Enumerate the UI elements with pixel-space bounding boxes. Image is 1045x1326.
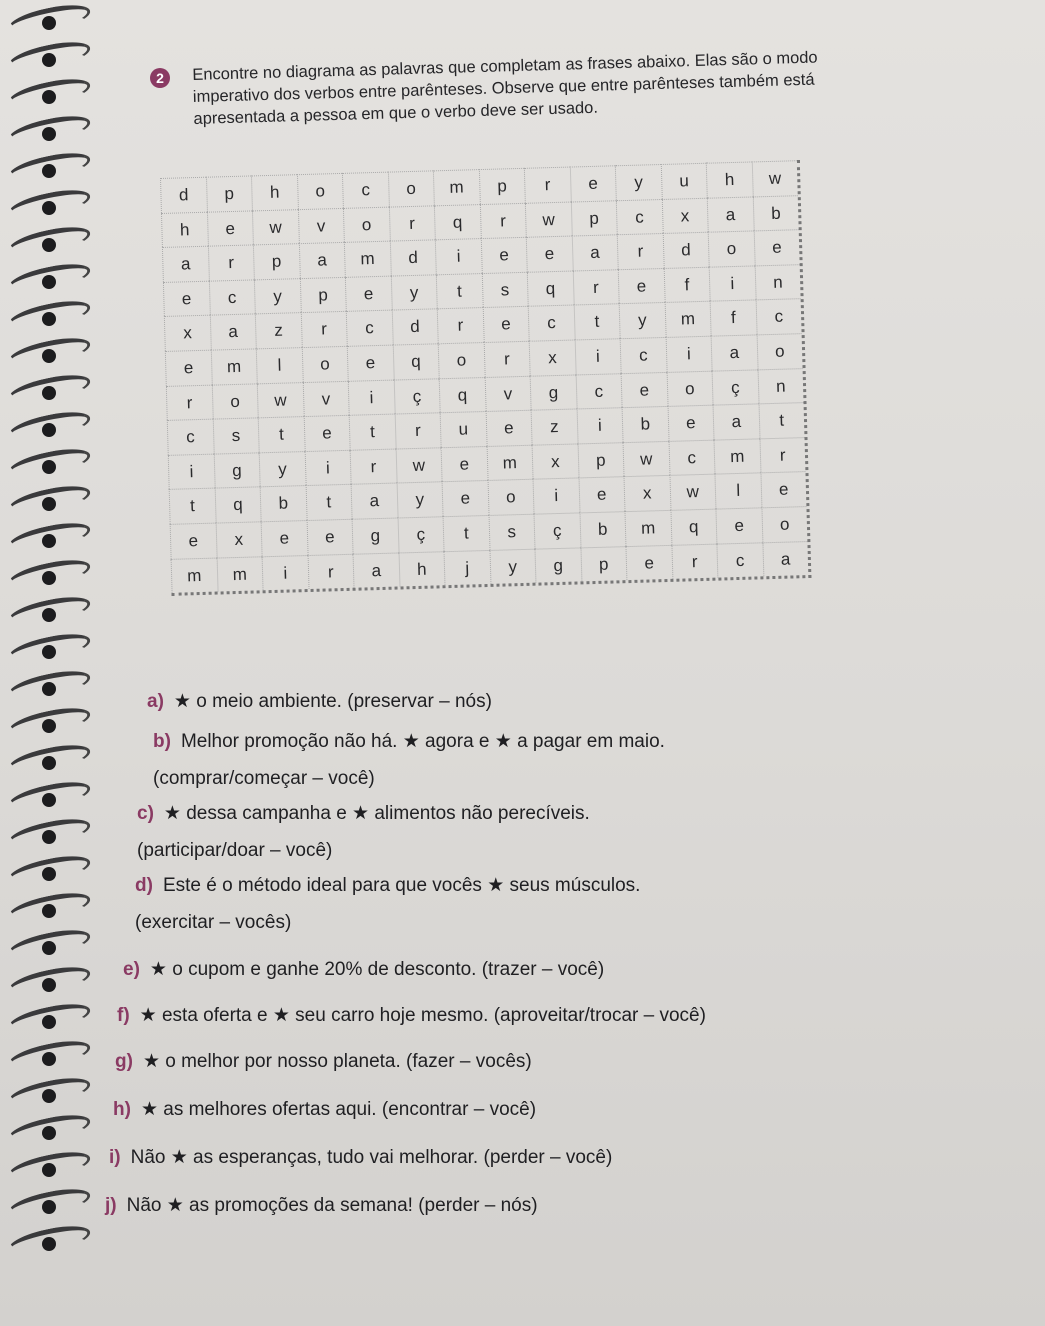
- question-item: [137, 802, 590, 863]
- grid-cell: w: [395, 447, 441, 483]
- question-item: [147, 690, 492, 714]
- grid-cell: a: [762, 541, 808, 577]
- grid-cell: o: [708, 231, 754, 267]
- spiral-hole: [42, 534, 56, 548]
- grid-cell: t: [758, 402, 804, 438]
- grid-cell: e: [442, 480, 488, 516]
- grid-cell: r: [166, 384, 212, 420]
- grid-cell: r: [307, 553, 353, 589]
- grid-cell: c: [346, 310, 392, 346]
- grid-cell: e: [206, 210, 252, 246]
- spiral-hole: [42, 793, 56, 807]
- grid-cell: q: [392, 343, 438, 379]
- spiral-hole: [42, 571, 56, 585]
- spiral-binding: [0, 0, 110, 1326]
- question-item: [153, 730, 665, 791]
- grid-cell: m: [344, 241, 390, 277]
- grid-cell: r: [671, 543, 717, 579]
- grid-cell: o: [666, 370, 712, 406]
- grid-cell: i: [576, 407, 622, 443]
- grid-cell: q: [527, 270, 573, 306]
- grid-cell: e: [303, 415, 349, 451]
- grid-cell: r: [524, 167, 570, 203]
- grid-cell: ç: [393, 378, 439, 414]
- grid-cell: s: [481, 272, 527, 308]
- grid-cell: a: [353, 552, 399, 588]
- grid-cell: y: [390, 274, 436, 310]
- question-hint: (exercitar – vocês): [135, 912, 292, 933]
- grid-cell: w: [751, 160, 797, 196]
- question-item: [117, 1004, 706, 1028]
- question-label: a): [147, 691, 164, 712]
- question-text: Não ★ as esperanças, tudo vai melhorar. (perder – você): [130, 1147, 613, 1168]
- grid-cell: p: [205, 175, 251, 211]
- grid-cell: r: [207, 245, 253, 281]
- grid-cell: q: [214, 487, 260, 523]
- grid-cell: e: [569, 165, 615, 201]
- grid-cell: i: [435, 238, 481, 274]
- grid-cell: w: [669, 474, 715, 510]
- grid-cell: t: [169, 488, 215, 524]
- question-text: ★ esta oferta e ★ seu carro hoje mesmo. (aproveitar/trocar – você): [139, 1005, 706, 1026]
- spiral-hole: [42, 90, 56, 104]
- grid-cell: x: [624, 475, 670, 511]
- grid-cell: g: [534, 547, 580, 583]
- spiral-hole: [42, 645, 56, 659]
- question-hint: (comprar/começar – você): [153, 768, 375, 789]
- grid-cell: s: [488, 514, 534, 550]
- spiral-hole: [42, 867, 56, 881]
- spiral-hole: [42, 719, 56, 733]
- grid-cell: a: [711, 334, 757, 370]
- grid-cell: y: [489, 548, 535, 584]
- grid-cell: v: [302, 380, 348, 416]
- question-item: [113, 1098, 536, 1122]
- spiral-hole: [42, 312, 56, 326]
- grid-cell: n: [754, 264, 800, 300]
- grid-cell: e: [618, 268, 664, 304]
- grid-cell: x: [661, 197, 707, 233]
- grid-cell: l: [714, 473, 760, 509]
- grid-cell: r: [572, 269, 618, 305]
- grid-cell: i: [348, 379, 394, 415]
- grid-cell: r: [759, 437, 805, 473]
- grid-cell: e: [441, 446, 487, 482]
- grid-cell: r: [437, 307, 483, 343]
- grid-cell: c: [167, 419, 213, 455]
- grid-cell: q: [670, 509, 716, 545]
- grid-cell: j: [444, 549, 490, 585]
- grid-cell: i: [709, 265, 755, 301]
- question-item: [115, 1050, 532, 1074]
- grid-cell: i: [574, 338, 620, 374]
- grid-cell: z: [531, 409, 577, 445]
- grid-cell: e: [715, 507, 761, 543]
- spiral-hole: [42, 1237, 56, 1251]
- grid-cell: g: [530, 374, 576, 410]
- grid-cell: o: [487, 479, 533, 515]
- grid-cell: o: [211, 383, 257, 419]
- grid-cell: u: [660, 163, 706, 199]
- grid-cell: x: [529, 339, 575, 375]
- grid-cell: r: [300, 311, 346, 347]
- grid-cell: m: [210, 348, 256, 384]
- grid-cell: o: [343, 206, 389, 242]
- spiral-hole: [42, 275, 56, 289]
- spiral-hole: [42, 1052, 56, 1066]
- spiral-hole: [42, 238, 56, 252]
- spiral-hole: [42, 608, 56, 622]
- grid-cell: t: [349, 414, 395, 450]
- question-text: ★ dessa campanha e ★ alimentos não perecíveis.: [163, 803, 590, 824]
- grid-cell: r: [388, 205, 434, 241]
- grid-cell: p: [253, 243, 299, 279]
- grid-cell: ç: [712, 369, 758, 405]
- spiral-hole: [42, 1089, 56, 1103]
- grid-cell: e: [753, 229, 799, 265]
- grid-cell: e: [345, 275, 391, 311]
- grid-cell: r: [394, 412, 440, 448]
- grid-cell: i: [168, 453, 214, 489]
- grid-cell: e: [170, 523, 216, 559]
- grid-cell: p: [299, 277, 345, 313]
- grid-cell: b: [260, 485, 306, 521]
- grid-cell: c: [575, 373, 621, 409]
- grid-cell: e: [621, 372, 667, 408]
- grid-cell: e: [306, 519, 352, 555]
- grid-cell: p: [577, 442, 623, 478]
- question-text: ★ o melhor por nosso planeta. (fazer – vocês): [142, 1051, 532, 1072]
- spiral-hole: [42, 386, 56, 400]
- grid-cell: p: [580, 546, 626, 582]
- question-label: b): [153, 731, 171, 752]
- grid-cell: o: [761, 506, 807, 542]
- grid-cell: v: [484, 375, 530, 411]
- grid-cell: o: [438, 342, 484, 378]
- grid-cell: h: [398, 551, 444, 587]
- grid-cell: a: [713, 404, 759, 440]
- grid-cell: i: [665, 336, 711, 372]
- question-hint: (participar/doar – você): [137, 840, 333, 861]
- spiral-hole: [42, 497, 56, 511]
- grid-cell: o: [387, 170, 433, 206]
- grid-cell: f: [663, 266, 709, 302]
- question-label: i): [109, 1147, 121, 1168]
- grid-cell: r: [483, 341, 529, 377]
- grid-cell: ç: [534, 512, 580, 548]
- spiral-hole: [42, 904, 56, 918]
- grid-cell: e: [347, 345, 393, 381]
- grid-cell: o: [301, 346, 347, 382]
- question-item: [109, 1146, 612, 1170]
- spiral-hole: [42, 127, 56, 141]
- grid-cell: t: [305, 484, 351, 520]
- question-label: h): [113, 1099, 131, 1120]
- grid-cell: t: [573, 304, 619, 340]
- grid-cell: h: [161, 211, 207, 247]
- grid-cell: l: [256, 347, 302, 383]
- spiral-hole: [42, 830, 56, 844]
- spiral-hole: [42, 460, 56, 474]
- grid-cell: n: [757, 368, 803, 404]
- grid-cell: e: [261, 520, 307, 556]
- grid-cell: e: [760, 471, 806, 507]
- grid-cell: d: [160, 177, 206, 213]
- grid-cell: r: [617, 233, 663, 269]
- word-search-diagram: [160, 160, 811, 596]
- spiral-hole: [42, 978, 56, 992]
- grid-cell: d: [662, 232, 708, 268]
- word-search-grid: [160, 160, 811, 596]
- exercise-instructions: Encontre no diagrama as palavras que completam as frases abaixo. Elas são o modo imperativo dos verbos entre parênteses. Observe que entre parênteses também está apresentada a pessoa em que o verbo deve ser usado.: [192, 48, 818, 128]
- grid-cell: a: [571, 234, 617, 270]
- grid-cell: e: [667, 405, 713, 441]
- grid-cell: a: [209, 314, 255, 350]
- grid-cell: c: [668, 439, 714, 475]
- grid-cell: m: [433, 169, 479, 205]
- grid-cell: t: [436, 273, 482, 309]
- grid-cell: b: [622, 406, 668, 442]
- question-label: e): [123, 959, 140, 980]
- grid-cell: m: [486, 444, 532, 480]
- grid-cell: e: [482, 306, 528, 342]
- spiral-hole: [42, 53, 56, 67]
- question-item: [123, 958, 604, 982]
- grid-cell: e: [485, 410, 531, 446]
- grid-cell: e: [578, 477, 624, 513]
- grid-cell: i: [304, 450, 350, 486]
- grid-cell: h: [251, 174, 297, 210]
- grid-cell: t: [258, 416, 304, 452]
- exercise-number-badge: 2: [150, 68, 170, 88]
- grid-cell: e: [625, 544, 671, 580]
- grid-cell: f: [710, 300, 756, 336]
- grid-cell: y: [259, 451, 305, 487]
- spiral-hole: [42, 349, 56, 363]
- grid-cell: c: [716, 542, 762, 578]
- grid-cell: m: [664, 301, 710, 337]
- grid-cell: v: [297, 207, 343, 243]
- grid-cell: d: [391, 309, 437, 345]
- grid-cell: h: [706, 161, 752, 197]
- grid-cell: b: [579, 511, 625, 547]
- grid-cell: t: [443, 515, 489, 551]
- question-text: ★ o cupom e ganhe 20% de desconto. (trazer – você): [149, 959, 605, 980]
- question-text: Melhor promoção não há. ★ agora e ★ a pagar em maio.: [180, 731, 665, 752]
- grid-cell: a: [351, 483, 397, 519]
- grid-cell: b: [752, 195, 798, 231]
- grid-cell: w: [257, 382, 303, 418]
- grid-cell: y: [619, 302, 665, 338]
- grid-cell: c: [342, 172, 388, 208]
- grid-cell: z: [255, 313, 301, 349]
- question-label: d): [135, 875, 153, 896]
- grid-cell: y: [615, 164, 661, 200]
- spiral-hole: [42, 201, 56, 215]
- grid-cell: u: [440, 411, 486, 447]
- spiral-hole: [42, 423, 56, 437]
- question-item: [135, 874, 640, 935]
- grid-cell: d: [389, 240, 435, 276]
- question-text: ★ as melhores ofertas aqui. (encontrar – você): [140, 1099, 537, 1120]
- grid-cell: w: [252, 209, 298, 245]
- grid-cell: g: [352, 517, 398, 553]
- spiral-hole: [42, 756, 56, 770]
- grid-cell: i: [262, 555, 308, 591]
- grid-cell: y: [396, 482, 442, 518]
- question-text: ★ o meio ambiente. (preservar – nós): [173, 691, 492, 712]
- grid-cell: x: [164, 315, 210, 351]
- spiral-hole: [42, 1163, 56, 1177]
- grid-cell: m: [171, 557, 217, 593]
- grid-cell: a: [707, 196, 753, 232]
- spiral-hole: [42, 1126, 56, 1140]
- grid-cell: c: [528, 305, 574, 341]
- grid-cell: i: [533, 478, 579, 514]
- grid-cell: s: [212, 418, 258, 454]
- spiral-hole: [42, 1015, 56, 1029]
- spiral-hole: [42, 16, 56, 30]
- question-label: c): [137, 803, 154, 824]
- spiral-hole: [42, 941, 56, 955]
- grid-cell: o: [756, 333, 802, 369]
- grid-cell: x: [215, 521, 261, 557]
- grid-cell: p: [478, 168, 524, 204]
- grid-cell: e: [163, 280, 209, 316]
- grid-cell: w: [525, 201, 571, 237]
- grid-cell: w: [623, 441, 669, 477]
- grid-cell: m: [714, 438, 760, 474]
- grid-cell: c: [620, 337, 666, 373]
- grid-cell: a: [162, 246, 208, 282]
- grid-cell: e: [165, 350, 211, 386]
- question-label: j): [105, 1195, 117, 1216]
- grid-cell: c: [616, 199, 662, 235]
- grid-cell: o: [296, 173, 342, 209]
- spiral-hole: [42, 682, 56, 696]
- grid-cell: ç: [397, 516, 443, 552]
- question-text: Este é o método ideal para que vocês ★ seus músculos.: [162, 875, 641, 896]
- question-label: g): [115, 1051, 133, 1072]
- question-text: Não ★ as promoções da semana! (perder – nós): [126, 1195, 538, 1216]
- spiral-hole: [42, 164, 56, 178]
- spiral-hole: [42, 1200, 56, 1214]
- grid-cell: r: [350, 448, 396, 484]
- question-item: [105, 1194, 538, 1218]
- grid-cell: e: [480, 237, 526, 273]
- grid-cell: q: [434, 204, 480, 240]
- grid-cell: m: [624, 510, 670, 546]
- grid-cell: c: [208, 279, 254, 315]
- grid-cell: c: [755, 299, 801, 335]
- grid-cell: p: [570, 200, 616, 236]
- grid-cell: e: [526, 236, 572, 272]
- grid-cell: y: [254, 278, 300, 314]
- grid-cell: a: [298, 242, 344, 278]
- grid-cell: g: [213, 452, 259, 488]
- grid-cell: q: [439, 377, 485, 413]
- grid-cell: r: [479, 202, 525, 238]
- grid-cell: x: [532, 443, 578, 479]
- grid-cell: m: [216, 556, 262, 592]
- question-label: f): [117, 1005, 130, 1026]
